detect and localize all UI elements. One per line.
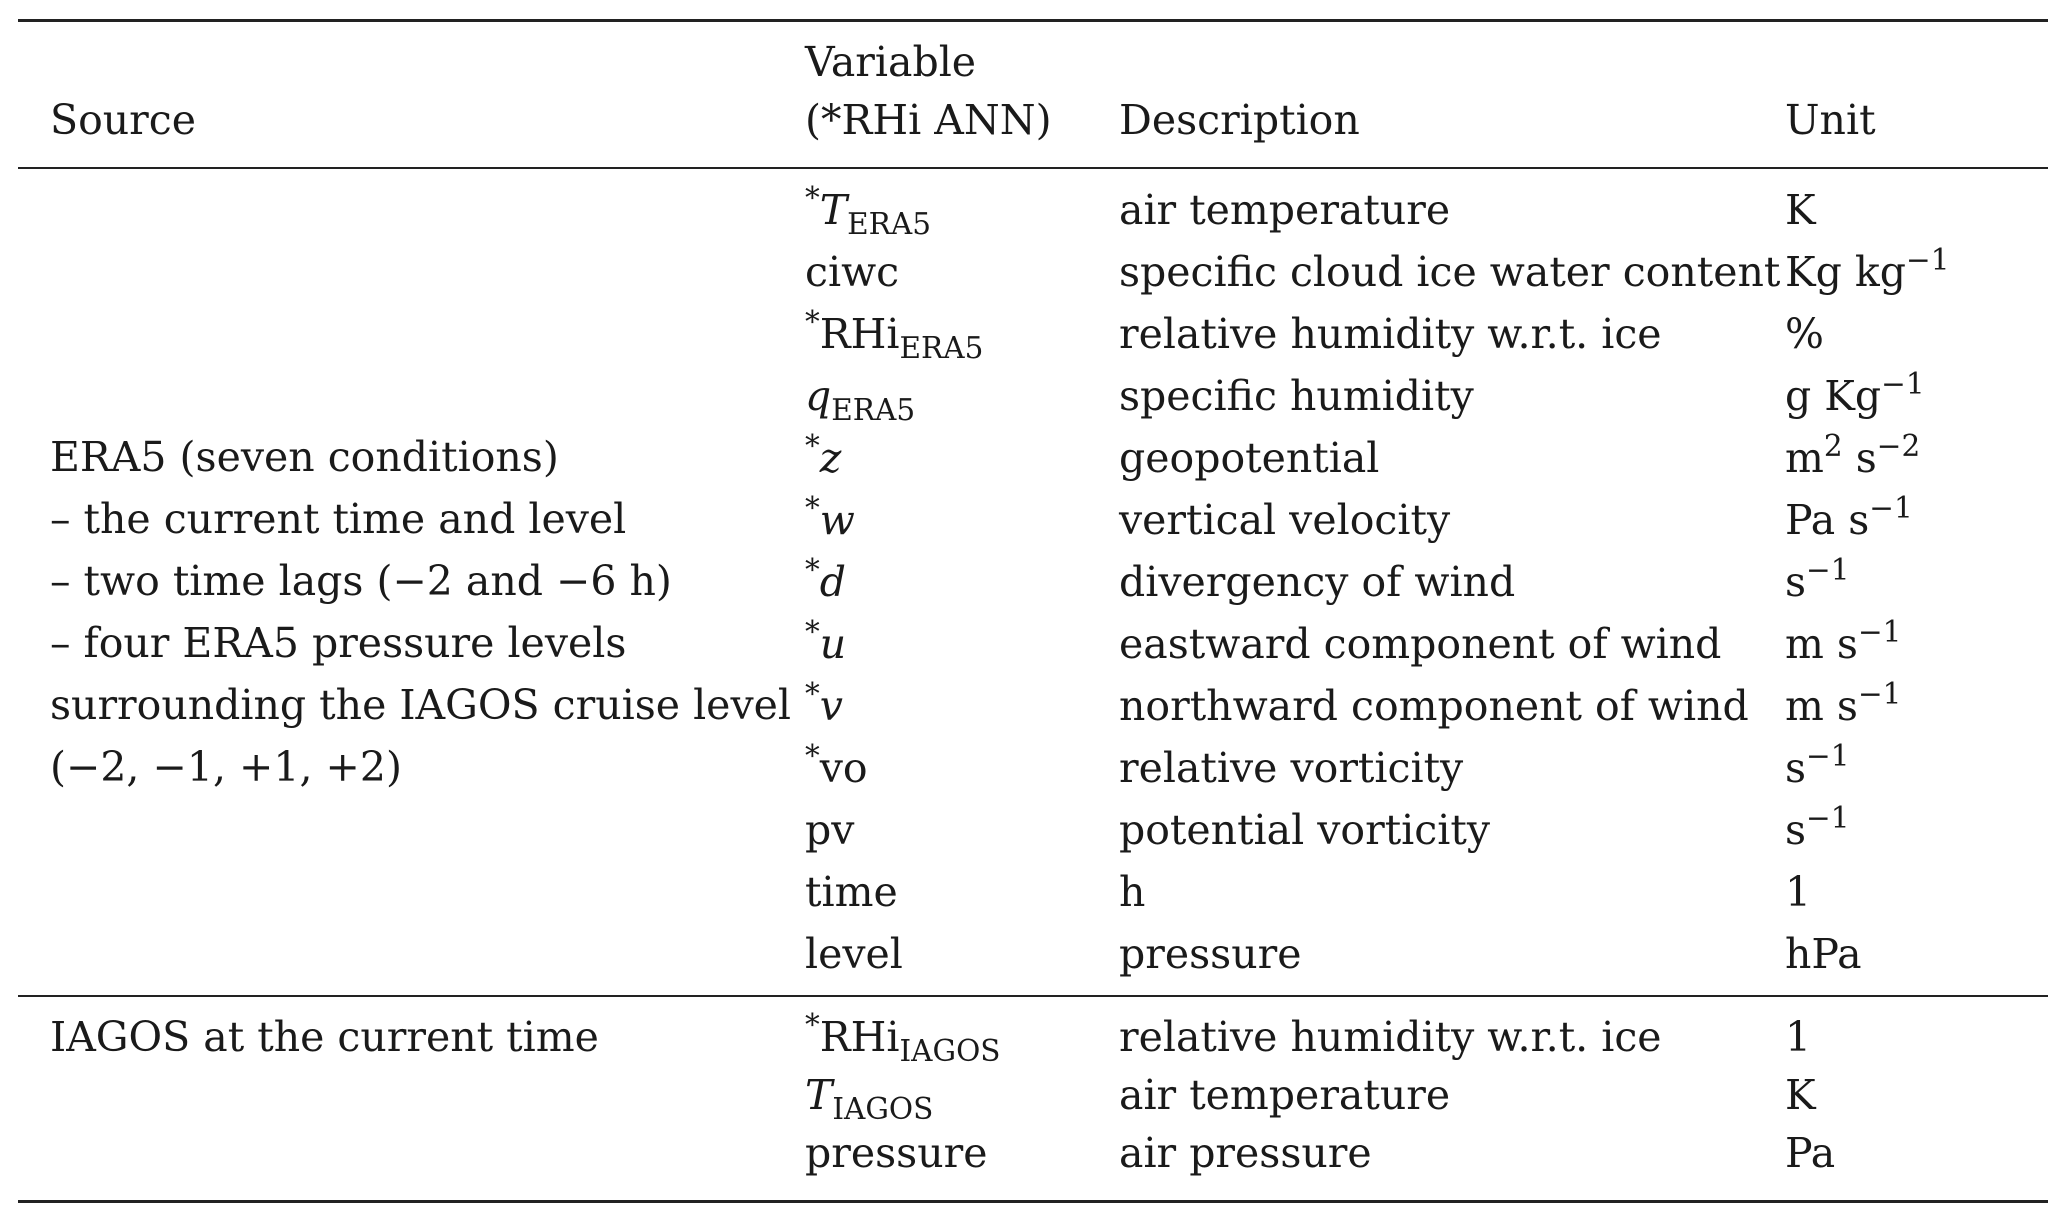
header-separator-rule: [18, 167, 2048, 169]
variable-cell: [805, 552, 847, 606]
description-cell: potential vorticity: [1119, 806, 1491, 854]
variable-marker: *: [805, 1007, 820, 1042]
unit-cell: g $Kg^{-1}$: [1785, 366, 1925, 420]
source-line: – two time lags (−2 and −6 h): [50, 557, 672, 605]
variable-marker: *: [805, 490, 820, 525]
variable-symbol: vo: [819, 744, 868, 792]
variable-cell: [805, 1129, 988, 1177]
variable-cell: [805, 490, 855, 544]
description-cell: relative humidity w.r.t. ice: [1119, 310, 1662, 358]
variable-cell: [805, 806, 855, 854]
header-variable: Variable: [805, 38, 977, 86]
unit-cell: 1: [1785, 868, 1812, 916]
variable-symbol: time: [805, 868, 898, 916]
variable-marker: *: [805, 304, 820, 339]
variable-symbol: z: [819, 434, 842, 482]
unit-exponent: −1: [1906, 242, 1950, 277]
variable-cell: [805, 868, 898, 916]
variable-symbol: $T_{ERA5}$: [819, 186, 931, 242]
source-line: surrounding the IAGOS cruise level: [50, 681, 791, 729]
description-cell: h: [1119, 868, 1146, 916]
source-line: (−2, −1, +1, +2): [50, 743, 402, 791]
variable-cell: [805, 180, 931, 242]
variable-marker: *: [805, 614, 820, 649]
variable-symbol: u: [819, 620, 847, 668]
description-cell: specific humidity: [1119, 372, 1474, 420]
unit-cell: %: [1785, 310, 1824, 358]
variable-cell: [805, 248, 900, 296]
unit-cell: Pa: [1785, 1129, 1836, 1177]
source-line: – four ERA5 pressure levels: [50, 619, 627, 667]
variable-symbol: $q_{ERA5}$: [805, 372, 916, 428]
unit-cell: m $s^{-1}$: [1785, 676, 1902, 730]
unit-cell: m $s^{-1}$: [1785, 614, 1902, 668]
variable-symbol: ciwc: [805, 248, 900, 296]
description-cell: divergency of wind: [1119, 558, 1516, 606]
table-bottom-rule: [18, 1200, 2048, 1203]
variable-subscript: IAGOS: [899, 1034, 1001, 1069]
variable-symbol: pressure: [805, 1129, 988, 1177]
description-cell: air temperature: [1119, 1071, 1451, 1119]
unit-exponent: −1: [1806, 738, 1850, 773]
unit-exponent: −2: [1876, 428, 1921, 463]
source-line: ERA5 (seven conditions): [50, 433, 559, 481]
unit-cell: hPa: [1785, 930, 1862, 978]
variable-cell: [805, 372, 916, 428]
unit-cell: Pa $s^{-1}$: [1785, 490, 1913, 544]
unit-exponent: −1: [1869, 490, 1913, 525]
unit-cell: $s^{-1}$: [1785, 800, 1850, 854]
description-cell: vertical velocity: [1119, 496, 1451, 544]
description-cell: air pressure: [1119, 1129, 1372, 1177]
header-variable-note: (*RHi ANN): [805, 96, 1052, 144]
variable-symbol: RHi$_{ERA5}$: [819, 310, 984, 366]
variable-cell: [805, 1007, 1001, 1069]
description-cell: air temperature: [1119, 186, 1451, 234]
variable-cell: [805, 428, 842, 482]
unit-cell: 1: [1785, 1013, 1812, 1061]
variable-cell: [805, 1071, 934, 1127]
variable-symbol: level: [805, 930, 903, 978]
variable-symbol: d: [819, 558, 847, 606]
header-unit: Unit: [1785, 96, 1876, 144]
unit-exponent: −1: [1881, 366, 1925, 401]
variable-subscript: ERA5: [847, 207, 931, 242]
header-description: Description: [1119, 96, 1360, 144]
variable-marker: *: [805, 738, 820, 773]
variable-cell: [805, 738, 868, 792]
description-cell: specific cloud ice water content: [1119, 248, 1781, 296]
description-cell: eastward component of wind: [1119, 620, 1722, 668]
header-source: Source: [50, 96, 197, 144]
variable-symbol: $T_{IAGOS}$: [805, 1071, 934, 1127]
description-cell: relative humidity w.r.t. ice: [1119, 1013, 1662, 1061]
variable-symbol: RHi$_{IAGOS}$: [819, 1013, 1001, 1069]
unit-cell: K: [1785, 1071, 1816, 1119]
unit-cell: Kg $kg^{-1}$: [1785, 242, 1950, 296]
variable-subscript: IAGOS: [832, 1092, 934, 1127]
variable-cell: [805, 676, 843, 730]
unit-exponent: −1: [1806, 552, 1850, 587]
unit-cell: $m^2$ $s^{-2}$: [1785, 428, 1921, 482]
variable-symbol: pv: [805, 806, 855, 854]
variable-subscript: ERA5: [831, 393, 916, 428]
unit-cell: $s^{-1}$: [1785, 552, 1850, 606]
variable-marker: *: [805, 428, 820, 463]
variable-cell: [805, 930, 903, 978]
section-separator-rule: [18, 995, 2048, 997]
source-line: – the current time and level: [50, 495, 627, 543]
description-cell: pressure: [1119, 930, 1302, 978]
unit-exponent: 2: [1823, 428, 1843, 463]
table-top-rule: [18, 19, 2048, 22]
variable-cell: [805, 614, 847, 668]
unit-cell: K: [1785, 186, 1816, 234]
iagos-source-cell: IAGOS at the current time: [50, 1013, 599, 1061]
unit-exponent: −1: [1806, 800, 1850, 835]
variable-cell: [805, 304, 984, 366]
unit-cell: $s^{-1}$: [1785, 738, 1850, 792]
variable-symbol: w: [819, 496, 855, 544]
description-cell: relative vorticity: [1119, 744, 1464, 792]
variable-marker: *: [805, 180, 820, 215]
variable-marker: *: [805, 552, 820, 587]
description-cell: northward component of wind: [1119, 682, 1749, 730]
variable-marker: *: [805, 676, 820, 711]
variable-symbol: v: [819, 682, 843, 730]
description-cell: geopotential: [1119, 434, 1380, 482]
unit-exponent: −1: [1857, 614, 1902, 649]
unit-exponent: −1: [1857, 676, 1902, 711]
variable-subscript: ERA5: [899, 331, 984, 366]
